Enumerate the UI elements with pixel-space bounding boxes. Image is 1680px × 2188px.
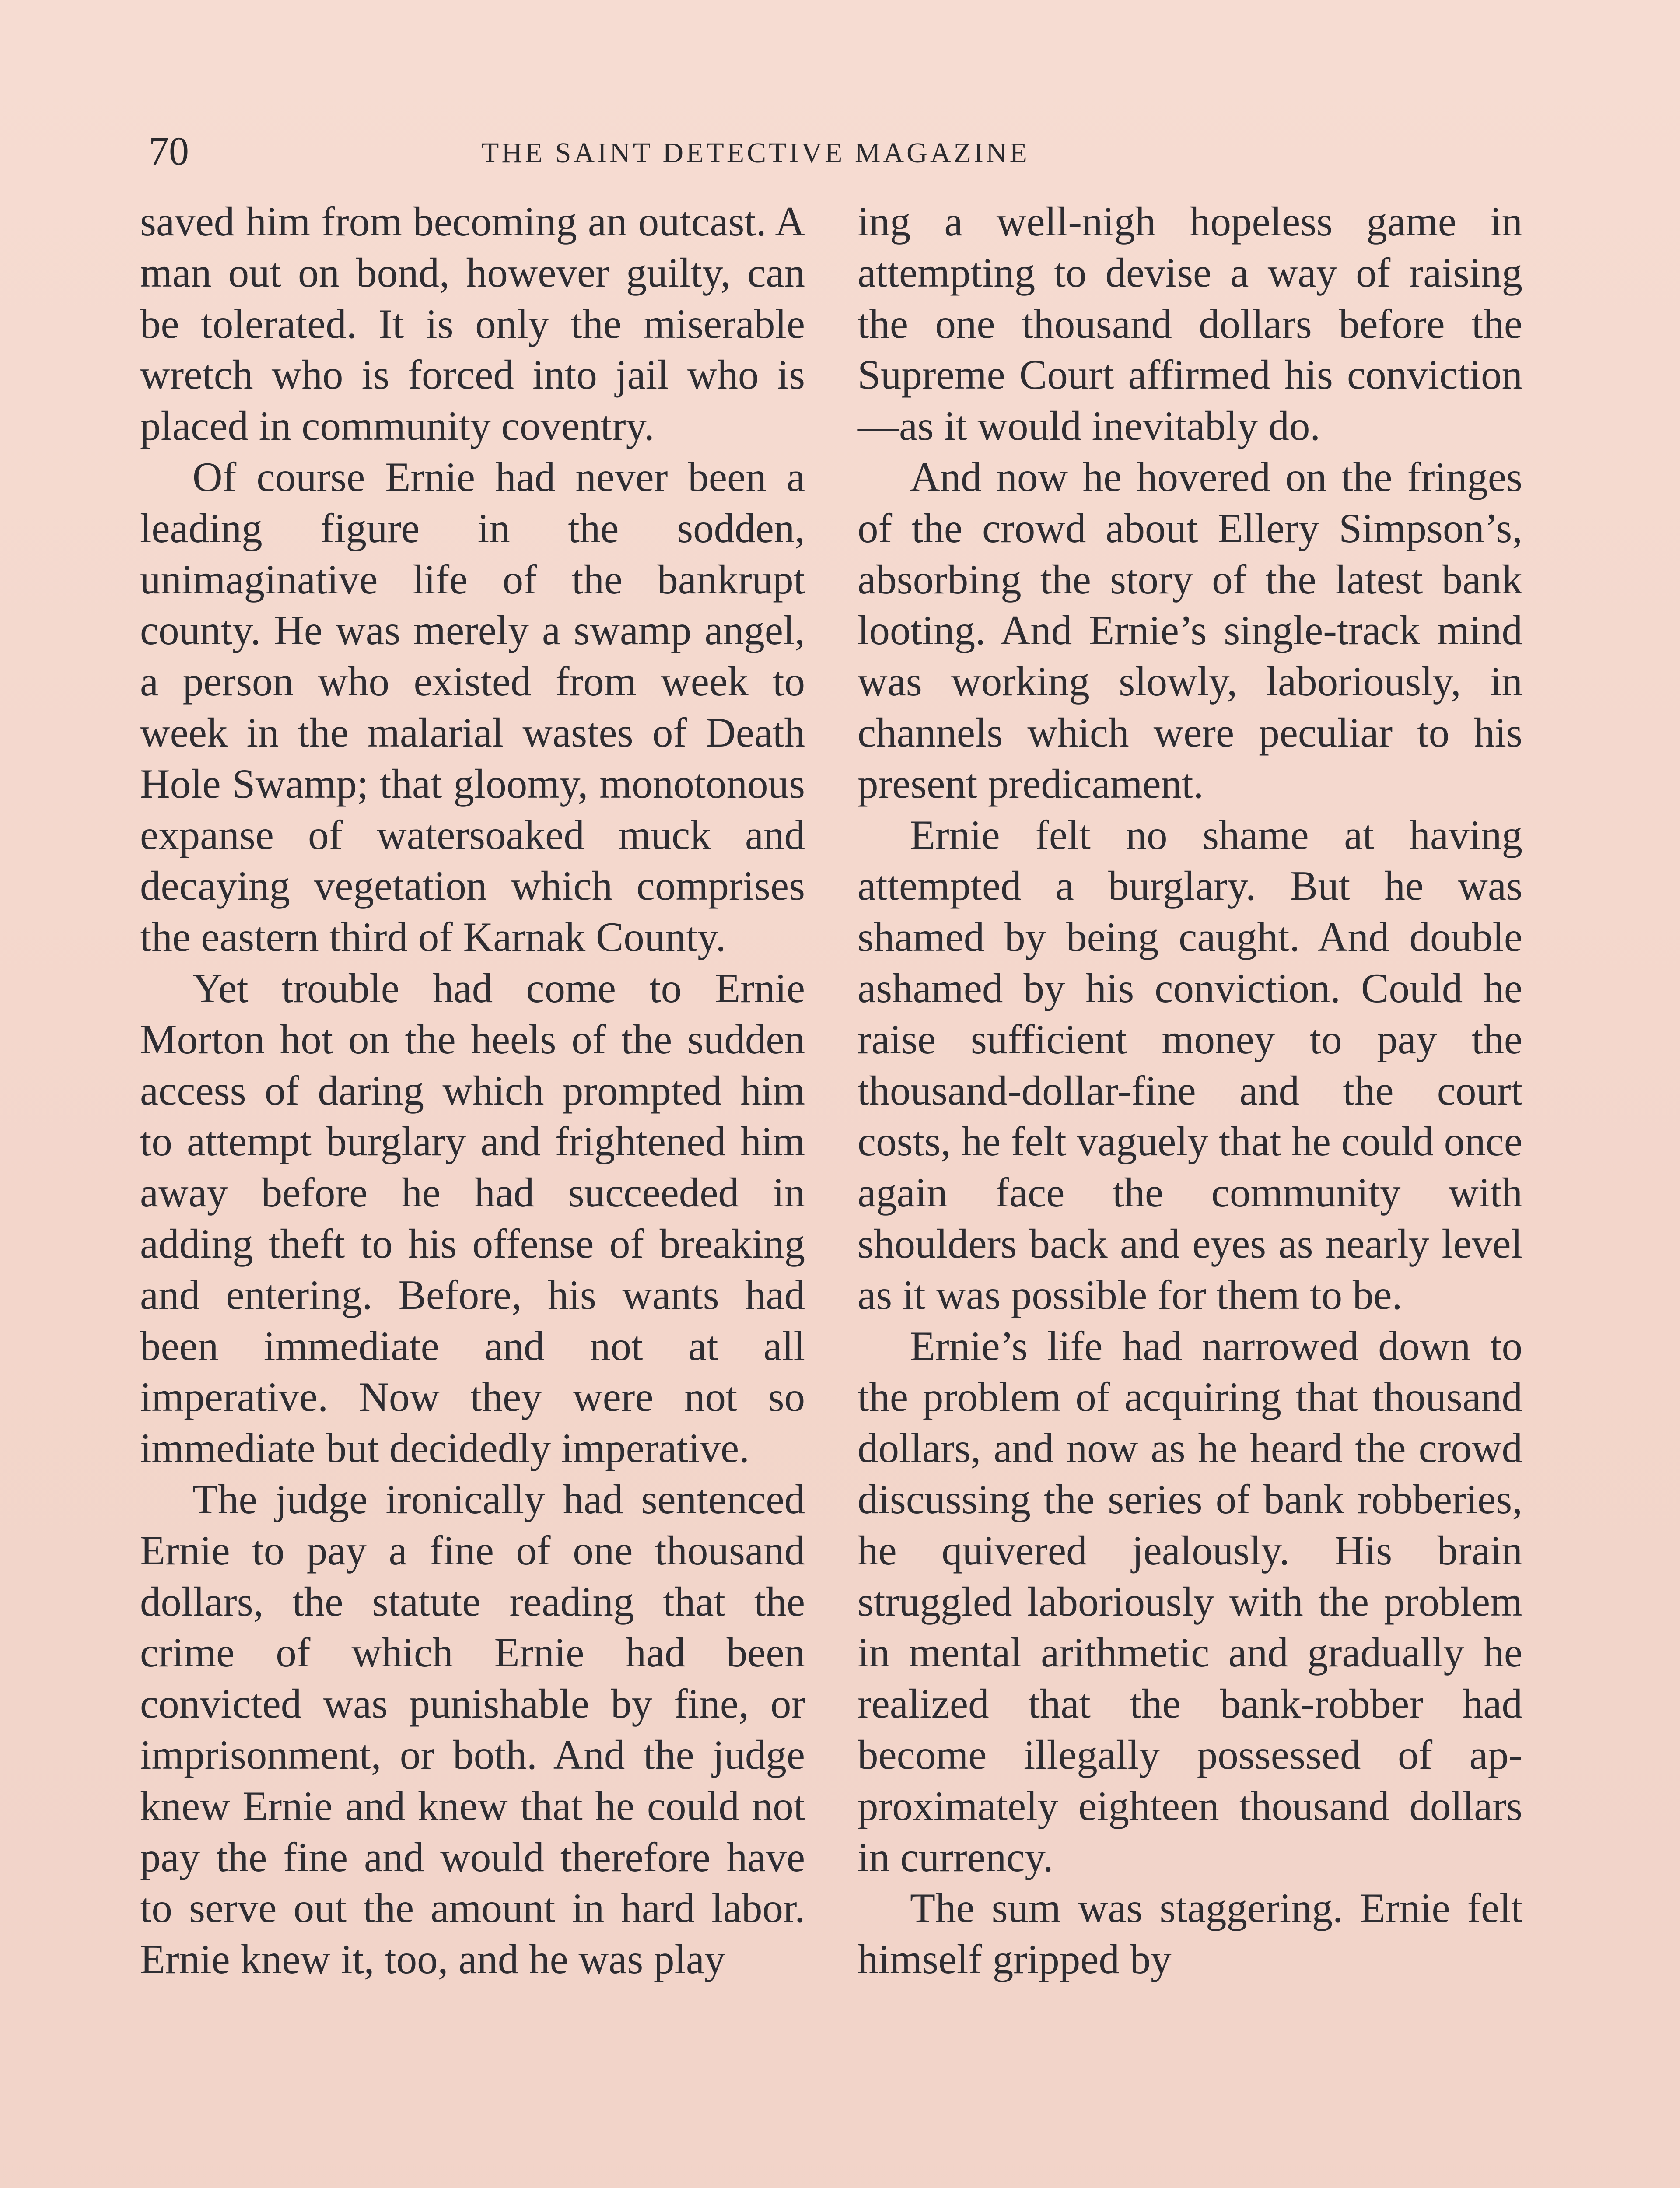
paragraph: saved him from becoming an outcast. A man out on bond, however guilty, can be tolerated. It is only the miserable wretch who is forced into jail who is placed in community coventry. bbox=[140, 198, 805, 449]
left-column bbox=[140, 196, 805, 1985]
paragraph: Yet trouble had come to Ernie Morton hot on the heels of the sudden access of daring which prompted him to attempt burglary and frightened him away before he had succeeded in adding theft to his offense of breaking and entering. Before, his wants had been immediate and not at all imperative. Now they were not so immediate but decidedly imperative. bbox=[140, 964, 805, 1472]
paragraph: The sum was staggering. Ernie felt himself gripped by bbox=[858, 1885, 1522, 1983]
page-header bbox=[149, 127, 1540, 179]
right-column bbox=[858, 196, 1522, 1985]
paragraph: And now he hovered on the fringes of the crowd about Ellery Simpson’s, absorbing the story of the latest bank looting. And Ernie’s single-track mind was working slowly, laboriously, in channels which were peculiar to his present predicament. bbox=[858, 453, 1522, 807]
running-head: THE SAINT DETECTIVE MAGAZINE bbox=[481, 137, 1030, 169]
page-number: 70 bbox=[149, 129, 189, 173]
paragraph: Ernie’s life had narrowed down to the problem of acquiring that thousand dollars, and now as he heard the crowd discussing the series of bank robberies, he quivered jealously. His brain struggled laboriously with the problem in mental arithmetic and gradually he realized that the bank-robber had become illegally possessed of approximately eighteen thousand dollars in currency. bbox=[858, 1322, 1522, 1880]
paragraph: Ernie felt no shame at having attempted a burglary. But he was shamed by being caught. And double ashamed by his conviction. Could he raise sufficient money to pay the thousand-dollar-fine and the court costs, he felt vaguely that he could once again face the community with shoulders back and eyes as nearly level as it was possible for them to be. bbox=[858, 811, 1522, 1318]
paragraph: ing a well-nigh hopeless game in attempting to devise a way of raising the one thousand dollars before the Supreme Court affirmed his conviction—as it would inevitably do. bbox=[858, 198, 1522, 449]
paragraph: The judge ironically had sentenced Ernie to pay a fine of one thousand dollars, the statute reading that the crime of which Ernie had been convicted was punishable by fine, or imprisonment, or both. And the judge knew Ernie and knew that he could not pay the fine and would therefore have to serve out the amount in hard labor. Ernie knew it, too, and he was play bbox=[140, 1476, 805, 1983]
paragraph: Of course Ernie had never been a leading figure in the sodden, unimaginative life of the bankrupt county. He was merely a swamp angel, a person who existed from week to week in the malarial wastes of Death Hole Swamp; that gloomy, monotonous expanse of watersoaked muck and decaying vegetation which comprises the eastern third of Karnak County. bbox=[140, 453, 805, 961]
